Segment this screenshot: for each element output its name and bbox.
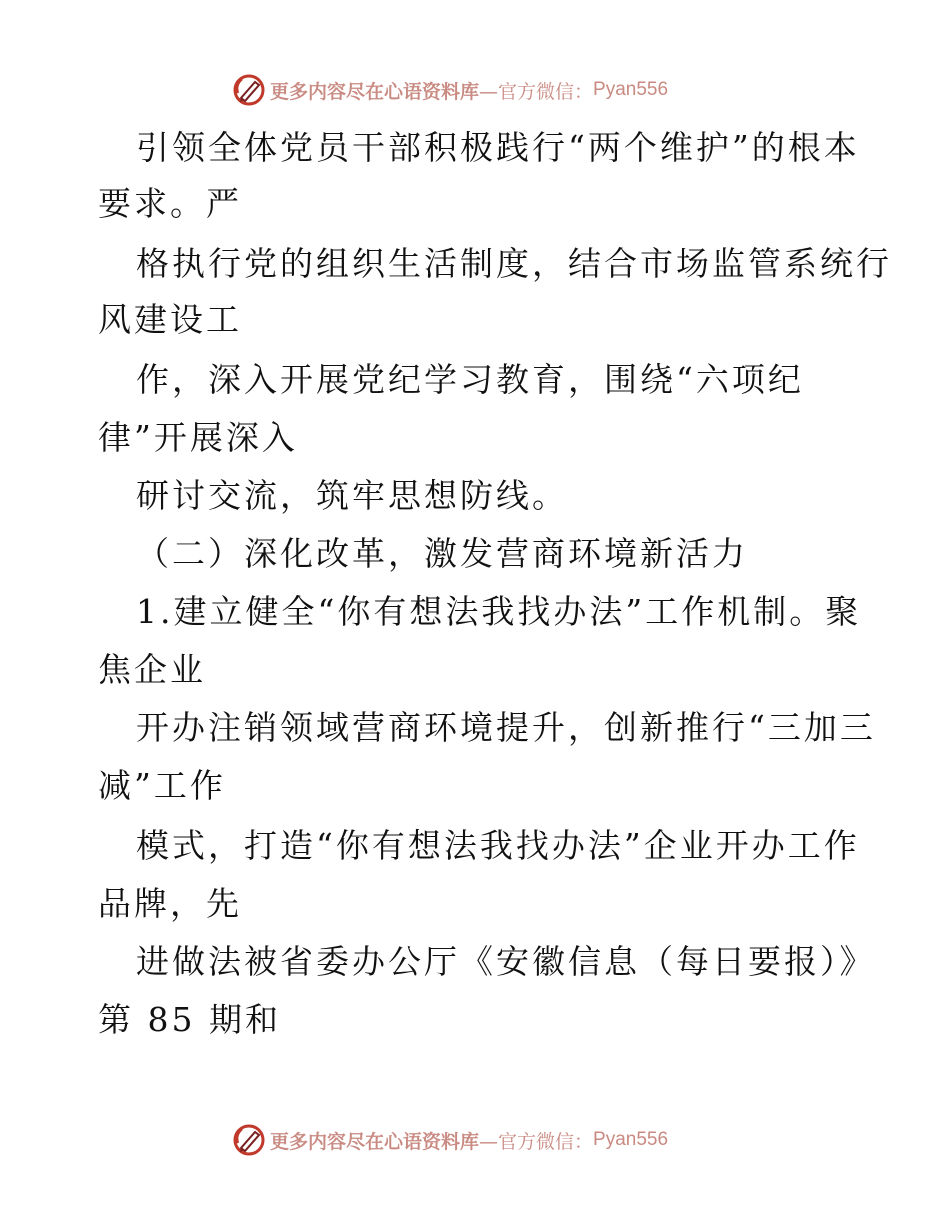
text-line: 开办注销领域营商环境提升，创新推行“三加三 — [136, 708, 876, 747]
text-line: 进做法被省委办公厅《安徽信息（每日要报）》 — [136, 942, 876, 981]
text-line: 引领全体党员干部积极践行“两个维护”的根本 — [136, 128, 860, 167]
text-line: 风建设工 — [98, 300, 242, 339]
text-line: 格执行党的组织生活制度，结合市场监管系统行 — [136, 244, 892, 283]
watermark-separator: —官方微信： — [479, 80, 594, 103]
watermark-wechat-id: Pyan556 — [593, 1129, 669, 1150]
text-line: 模式，打造“你有想法我找办法”企业开办工作 — [136, 826, 860, 865]
text-line: 1.建立健全“你有想法我找办法”工作机制。聚 — [136, 592, 862, 631]
text-line: 品牌，先 — [98, 884, 242, 923]
text-line: 研讨交流，筑牢思想防线。 — [136, 476, 568, 515]
footer-watermark — [232, 1120, 668, 1160]
watermark-text: 更多内容尽在心语资料库 — [270, 1130, 480, 1153]
pen-logo-icon — [232, 73, 266, 107]
section-heading: （二）深化改革，激发营商环境新活力 — [136, 534, 748, 573]
text-line: 焦企业 — [98, 650, 206, 689]
text-line: 律”开展深入 — [98, 418, 298, 457]
text-line: 要求。严 — [98, 184, 242, 223]
text-line: 第 85 期和 — [98, 1000, 281, 1039]
watermark-wechat-id: Pyan556 — [593, 79, 669, 100]
text-line: 作，深入开展党纪学习教育，围绕“六项纪 — [136, 360, 804, 399]
pen-logo-icon — [232, 1123, 266, 1157]
text-line: 减”工作 — [98, 766, 226, 805]
watermark-separator: —官方微信： — [479, 1130, 594, 1153]
watermark-text: 更多内容尽在心语资料库 — [270, 80, 480, 103]
header-watermark — [232, 70, 668, 110]
